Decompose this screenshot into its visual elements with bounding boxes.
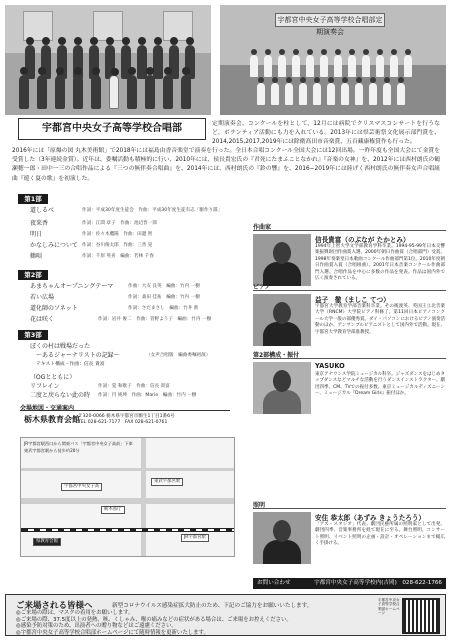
divider (20, 410, 230, 411)
composer-portrait (253, 234, 311, 286)
qr-caption: 宇都宮中央女子高等学校合唱部ホームページ (378, 598, 400, 616)
part2-label: 第2部 (18, 270, 48, 280)
venue-tel: TEL 028-621-7177 FAX 028-621-0761 (78, 420, 168, 425)
venue-heading: 会場地図・交通案内 (20, 405, 75, 412)
notice-item: ◎感染予防対策のため、出演者への贈り物などはご遠慮ください。 (16, 623, 177, 630)
program-credit: 作詞：谷川俊太郎 作曲：三善 晃 (82, 243, 153, 248)
map-label-jr-station: JR宇都宮駅 (181, 534, 209, 542)
map-note-jr: JR宇都宮駅西口から関東バス「宇都宮中央女子高前」下車 (24, 441, 133, 446)
program-credit: 作詞：円 純坤 作曲：Marie 編曲：竹内 一樹 (98, 393, 197, 398)
composer-category: 作曲家 (253, 224, 272, 231)
program-composer: テキスト構成・作曲：信長 貴富 (36, 362, 105, 367)
program-credit: 作詞：佐々木鷹陽 作曲：田邊 智 (82, 232, 153, 237)
intro-paragraph-2: 2016年には「原爆の図 丸木美術館」で2018年には福島由香音楽堂で演奏を行った。全日本合唱コンクール全国大会には12回出場。一昨年度も全国大会にて金賞を受賞した（3年連続金賞）。近年は、委嘱活動も積極的に行い、2010年には、侯長貴宏氏の『君死にたまふことなかれ』『音楽の女神』を、2012年には西村朗氏の鶴瀬穂一郎・田中一三の合唱作品による『三つの無伴奏合唱曲』を、2014年には、西村朗氏の『鈴の響』を、2016−2019年には陸げく西村朗氏の無伴奏女声合唱組曲『遊く夏の歌』を初演した。 (12, 148, 440, 182)
stage-banner: 宇都宮中央女子高等学校合唱部定期演奏会 (275, 13, 385, 27)
notice-lead: 新型コロナウイルス感染症拡大防止のため、下記のご協力をお願いいたします。 (112, 603, 313, 609)
program-title: 明日 (30, 231, 43, 238)
choreographer-name: YASUKO (315, 362, 345, 370)
contact-label: お問い合わせ (257, 580, 291, 586)
program-title: ぼくの村は戦場だった (30, 343, 91, 350)
venue-address (78, 414, 175, 426)
lighting-designer-bio: 「アズ・スタジオ」代表。劇団民藝所属の照明家として出発。劇団四季、音楽事務所を経て現在に至る。舞台照明、コンサート照明、イベント照明の企画・設計・オペレーションまで幅広く手掛ける。 (315, 522, 445, 547)
program-title: 道化師のソネット (30, 305, 78, 312)
program-credit: 作詞：平成30年度生徒会 作曲：平成30年度生徒有志「駆作り隊」 (82, 208, 223, 213)
program-title: 若い広場 (30, 294, 55, 301)
pianist-portrait (253, 294, 311, 346)
map-note-tobu: 東武宇都宮駅から徒歩約20分 (24, 448, 80, 453)
program-title: 夜来香 (30, 220, 49, 227)
part1-label: 第1部 (18, 194, 48, 204)
lighting-designer-portrait (253, 512, 311, 564)
composer-name: 信長貴富（のぶなが たかとみ） (315, 236, 410, 244)
program-title: 二度と戻らない此の時 (30, 392, 91, 399)
program-credit: （女声合唱版 編曲委嘱初演） (146, 353, 211, 358)
contact-bar (253, 578, 446, 589)
program-title: 鶴唄 (30, 253, 43, 260)
notice-item: ◎ご来場の際、37.5度以上の発熱、咳、くしゃみ、喉の痛みなどの症状がある場合は、ご来場をお控えください。 (16, 616, 292, 623)
notice-item: ◎ご来場の際は、マスクの着用をお願いします。 (16, 610, 134, 616)
lighting-designer-name: 安住 恭太郎（あずみ きょうたろう） (315, 514, 426, 522)
stage-performance-photo (220, 5, 446, 115)
program-credit: 作曲：大友 良英 編曲：竹内 一樹 (128, 284, 200, 289)
program-credit: 作詞：覚 和歌子 作曲：信長 貴富 (98, 384, 170, 389)
map-label-school: 宇都宮中央女子高 (61, 483, 102, 491)
program-credit: 作詞：千原 英喜 編曲：若林 千春 (82, 254, 154, 259)
choir-group-photo (5, 5, 211, 115)
program-credit: 作詞：桑田 佳祐 編曲：竹内 一樹 (128, 295, 200, 300)
piano-category: ピアノ (253, 284, 271, 291)
notice-item: ◎宇都宮中央女子高等学校合唱部ホームページにて随時情報を更新いたします。 (16, 629, 209, 636)
composer-bio: 1994年上智大学文学部教育学科卒業。1994-95-99年日本交響楽振興財団作曲賞入選。2000年朝日作曲賞（合唱部門）受賞。1998年奏楽堂日本歌曲コンクール作曲部門第1位。2010年度朝日作曲賞入賞（合唱組曲）。2001年日本音楽コンクール作曲部門入選。合唱作品を中心に多数の作品を発表。作品は国内外で広く演奏されている。 (315, 244, 445, 282)
choreography-category: 第2部構成・振付 (253, 352, 300, 359)
pianist-bio: 宇都宮大学教育学部音楽科卒業。その後渡英、英国王立北音楽大学（RNCM）大学院ピアノ科修了。第11回日本ピアノコンクール大学一般の部優秀賞。ダイ・パソコンにおけるピアノ演奏活動のほか、アンサンブルピアニストとして国内外で活動。現在、宇都宮大学教育学部准教授。 (315, 304, 445, 335)
map-label-tobu-station: 東武宇都宮駅 (151, 478, 183, 486)
flyer-page: 宇都宮中央女子高等学校合唱部定期演奏会 定期演奏会、コンクールを柱として、12月には病院でクリスマスコンサートを行うなど、ボランティア活動にも力を入れている。2013年には県芸術祭文化展示部門賞を、2014,2015,2017,2019年には除衛高田市音楽賞、五百藏康権賞作も行った。 2016年には「原爆の図 丸木美術館」で2018年には福島由香音楽堂で演奏を行った。全日本合唱コンクール全国大会には12回出場。一昨年度も全国大会にて金賞を受賞した（3年連続金賞）。近年は、委嘱活動も積極的に行い、2010年には、侯長貴宏氏の『君死にたまふことなかれ』『音楽の女神』を、2012年には西村朗氏の鶴瀬穂一郎・田中一三の合唱作品による『三つの無伴奏合唱曲』を、2014年には、西村朗氏の『鈴の響』を、2016−2019年には陸げく西村朗氏の無伴奏女声合唱組曲『遊く夏の歌』を初演した。 宇都宮中央女子高等学校合唱部 第1部 道しるべ 作詞：平成30年度生徒会 作曲：平成30年度生徒有志「駆作り隊」 夜来香 作詞：江間 章子 作曲：池辺晋一郎 明日 作詞：佐々木鷹陽 作曲：田邊 智 かなしみについて 作詞：谷川俊太郎 作曲：三善 晃 鶴唄 作詞：千原 英喜 編曲：若林 千春 第2部 あまちゃんオープニングテーマ 作曲：大友 良英 編曲：竹内 一樹 若い広場 作詞：桑田 佳祐 編曲：竹内 一樹 道化師のソネット 作詞：さだまさし 編曲：竹井 新 花は咲く 作詞：岩井 俊二 作曲：菅野よう子 編曲：竹内 一樹 第3部 ぼくの村は戦場だった 〜あるジャーナリストの記録〜 （女声合唱版 編曲委嘱初演） テキスト構成・作曲：信長 貴富 （OGとともに） リフレイン 作詞：覚 和歌子 作曲：信長 貴富 二度と戻らない此の時 作詞：円 純坤 作曲：Marie 編曲：竹内 一樹 会場地図・交通案内 栃木県教育会館 〒320-0066 栃木県宇都宮市駒生1丁目1番6号 TEL 028-621-7177 FAX 028-621-0761 JR宇都宮駅西口から関東バス「宇都宮中央女子高前」下車 東武宇都宮駅から徒歩約20分 JR宇都宮駅 東武宇都宮駅 栃木県庁 県教育会館 宇都宮中央女子高 作曲家 信長貴富（のぶなが たかとみ） 1994年上智大学文学部教育学科卒業。1994-95-99年日本交響楽振興財団作曲賞入選。2000年朝日作曲賞（合唱部門）受賞。1998年奏楽堂日本歌曲コンクール作曲部門第1位。2010年度朝日作曲賞入賞（合唱組曲）。2001年日本音楽コンクール作曲部門入選。合唱作品を中心に多数の作品を発表。作品は国内外で広く演奏されている。 ピアノ 益子 徹（ましこ てつ） 宇都宮大学教育学部音楽科卒業。その後渡英、英国王立北音楽大学（RNCM）大学院ピアノ科修了。第11回日本ピアノコンクール大学一般の部優秀賞。ダイ・パソコンにおけるピアノ演奏活動のほか、アンサンブルピアニストとして国内外で活動。現在、宇都宮大学教育学部准教授。 第2部構成・振付 YASUKO 東京アナウンス学院ミュージカル科卒。ジャズダンスをはじめタップダンスなどマルチな活動を行うダンスインストラクター。劇団四季、CM、TVでの振付多数。東京ミュージカルディズニーシー、ミュージカル『Dream Girls』振付ほか。 照明 安住 恭太郎（あずみ きょうたろう） 「アズ・スタジオ」代表。劇団民藝所属の照明家として出発。劇団四季、音楽事務所を経て現在に至る。舞台照明、コンサート照明、イベント照明の企画・設計・オペレーションまで幅広く手掛ける。 お問い合わせ 宇都宮中央女子高等学校内(吉岡) 028-622-1766 ご来場される皆様へ 新型コロナウイルス感染症拡大防止のため、下記のご協力をお願いいたします。 ◎ご来場の際は、マスクの着用をお願いします。 ◎ご来場の際、37.5度以上の発熱、咳、くしゃみ、喉の痛みなどの症状がある場合は、ご来場をお控えください。 ◎感染予防対策のため、出演者への贈り物などはご遠慮ください。 ◎宇都宮中央女子高等学校合唱部ホームページにて随時情報を更新いたします。 宇都宮中央女子高等学校合唱部ホームページ (0, 0, 451, 640)
qr-code-icon[interactable] (402, 598, 440, 634)
lighting-category: 照明 (253, 502, 266, 509)
notice-title: ご来場される皆様へ (16, 601, 93, 611)
program-credit: 作詞：江間 章子 作曲：池辺晋一郎 (82, 221, 157, 226)
program-title: 花は咲く (30, 316, 55, 323)
program-title: あまちゃんオープニングテーマ (30, 283, 114, 290)
map-label-venue: 県教育会館 (33, 538, 61, 546)
divider (253, 508, 446, 509)
divider (253, 358, 446, 359)
program-title: かなしみについて (30, 242, 78, 249)
program-subtitle: 〜あるジャーナリストの記録〜 (36, 352, 120, 359)
choir-title: 宇都宮中央女子高等学校合唱部 (18, 118, 206, 140)
part3-label: 第3部 (18, 330, 48, 340)
venue-name: 栃木県教育会館 (24, 415, 80, 424)
choreographer-bio: 東京アナウンス学院ミュージカル科卒。ジャズダンスをはじめタップダンスなどマルチな活動を行うダンスインストラクター。劇団四季、CM、TVでの振付多数。東京ミュージカルディズニーシー、ミュージカル『Dream Girls』振付ほか。 (315, 372, 446, 397)
notice-list (16, 610, 292, 636)
access-map (20, 437, 235, 557)
map-label-prefectural-office: 栃木県庁 (101, 506, 125, 514)
contact-value: 宇都宮中央女子高等学校内(吉岡) 028-622-1766 (314, 580, 442, 586)
venue-address-line: 〒320-0066 栃木県宇都宮市駒生1丁目1番6号 (78, 414, 175, 419)
program-credit: 作詞：岩井 俊二 作曲：菅野よう子 編曲：竹内 一樹 (98, 317, 212, 322)
divider (253, 290, 446, 291)
program-title: 道しるべ (30, 207, 55, 214)
covid-notice (5, 594, 446, 636)
intro-paragraph-1: 定期演奏会、コンクールを柱として、12月には病院でクリスマスコンサートを行うなど、ボランティア活動にも力を入れている。2013年には県芸術祭文化展示部門賞を、2014,2015,2017,2019年には除衛高田市音楽賞、五百藏康権賞作も行った。 (212, 121, 440, 146)
program-credit: 作詞：さだまさし 編曲：竹井 新 (128, 306, 199, 311)
divider (253, 230, 446, 231)
program-title: リフレイン (30, 383, 60, 390)
pianist-name: 益子 徹（ましこ てつ） (315, 296, 390, 304)
choreographer-portrait (253, 362, 311, 414)
